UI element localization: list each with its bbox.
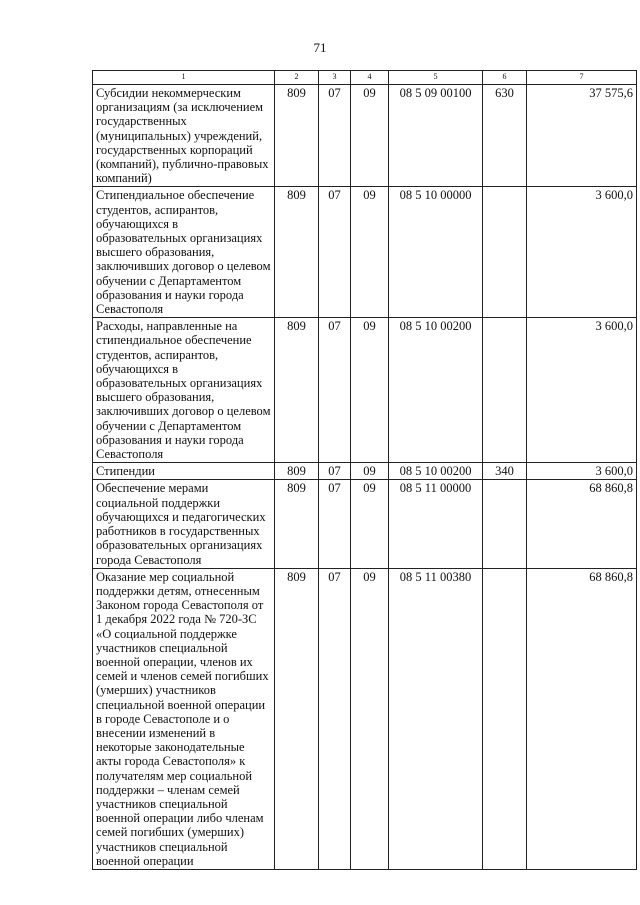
row-ministry-code: 809 bbox=[275, 480, 319, 568]
row-target-article: 08 5 09 00100 bbox=[389, 85, 483, 187]
row-section-code: 07 bbox=[319, 480, 351, 568]
row-subsection-code: 09 bbox=[351, 568, 389, 869]
header-col-7: 7 bbox=[527, 71, 637, 85]
row-target-article: 08 5 10 00200 bbox=[389, 318, 483, 463]
row-section-code: 07 bbox=[319, 568, 351, 869]
budget-table bbox=[92, 70, 637, 870]
row-section-code: 07 bbox=[319, 318, 351, 463]
row-subsection-code: 09 bbox=[351, 463, 389, 480]
row-subsection-code: 09 bbox=[351, 480, 389, 568]
row-section-code: 07 bbox=[319, 85, 351, 187]
row-name: Стипендии bbox=[93, 463, 275, 480]
row-section-code: 07 bbox=[319, 463, 351, 480]
row-name: Стипендиальное обеспечение студентов, аспирантов, обучающихся в образовательных организациях высшего образования, заключивших договор о целевом обучении с Департаментом образования и науки города Севастополя bbox=[93, 187, 275, 318]
row-expense-type: 340 bbox=[483, 463, 527, 480]
row-name: Расходы, направленные на стипендиальное обеспечение студентов, аспирантов, обучающихся в образовательных организациях высшего образования, заключивших договор о целевом обучении с Департаментом образования и науки города Севастополя bbox=[93, 318, 275, 463]
table-row bbox=[93, 463, 637, 480]
row-sum: 3 600,0 bbox=[527, 187, 637, 318]
row-sum: 3 600,0 bbox=[527, 318, 637, 463]
row-target-article: 08 5 11 00380 bbox=[389, 568, 483, 869]
table-row bbox=[93, 568, 637, 869]
row-subsection-code: 09 bbox=[351, 318, 389, 463]
table-row bbox=[93, 480, 637, 568]
row-target-article: 08 5 10 00200 bbox=[389, 463, 483, 480]
row-expense-type bbox=[483, 568, 527, 869]
row-name: Субсидии некоммерческим организациям (за исключением государственных (муниципальных) учреждений, государственных корпораций (компаний), публично-правовых компаний) bbox=[93, 85, 275, 187]
row-sum: 68 860,8 bbox=[527, 480, 637, 568]
table-row bbox=[93, 187, 637, 318]
row-expense-type bbox=[483, 480, 527, 568]
row-subsection-code: 09 bbox=[351, 187, 389, 318]
row-target-article: 08 5 10 00000 bbox=[389, 187, 483, 318]
row-ministry-code: 809 bbox=[275, 318, 319, 463]
row-ministry-code: 809 bbox=[275, 187, 319, 318]
row-sum: 37 575,6 bbox=[527, 85, 637, 187]
header-col-2: 2 bbox=[275, 71, 319, 85]
row-ministry-code: 809 bbox=[275, 568, 319, 869]
page-number: 71 bbox=[313, 40, 327, 55]
row-sum: 68 860,8 bbox=[527, 568, 637, 869]
table-row bbox=[93, 318, 637, 463]
row-target-article: 08 5 11 00000 bbox=[389, 480, 483, 568]
header-col-1: 1 bbox=[93, 71, 275, 85]
row-expense-type bbox=[483, 187, 527, 318]
row-ministry-code: 809 bbox=[275, 463, 319, 480]
header-col-3: 3 bbox=[319, 71, 351, 85]
header-col-4: 4 bbox=[351, 71, 389, 85]
table-header-row bbox=[93, 71, 637, 85]
header-col-5: 5 bbox=[389, 71, 483, 85]
header-col-6: 6 bbox=[483, 71, 527, 85]
row-expense-type bbox=[483, 318, 527, 463]
row-section-code: 07 bbox=[319, 187, 351, 318]
row-expense-type: 630 bbox=[483, 85, 527, 187]
row-name: Обеспечение мерами социальной поддержки обучающихся и педагогических работников в государственных образовательных организациях города Севастополя bbox=[93, 480, 275, 568]
row-subsection-code: 09 bbox=[351, 85, 389, 187]
row-ministry-code: 809 bbox=[275, 85, 319, 187]
table-row bbox=[93, 85, 637, 187]
row-name: Оказание мер социальной поддержки детям, отнесенным Законом города Севастополя от 1 декабря 2022 года № 720-ЗС «О социальной поддержке участников специальной военной операции, членов их семей и членов семей погибших (умерших) участников специальной военной операции в городе Севастополе и о внесении изменений в некоторые законодательные акты города Севастополя» к получателям мер социальной поддержки – членам семей участников специальной военной операции либо членам семей погибших (умерших) участников специальной военной операции bbox=[93, 568, 275, 869]
row-sum: 3 600,0 bbox=[527, 463, 637, 480]
